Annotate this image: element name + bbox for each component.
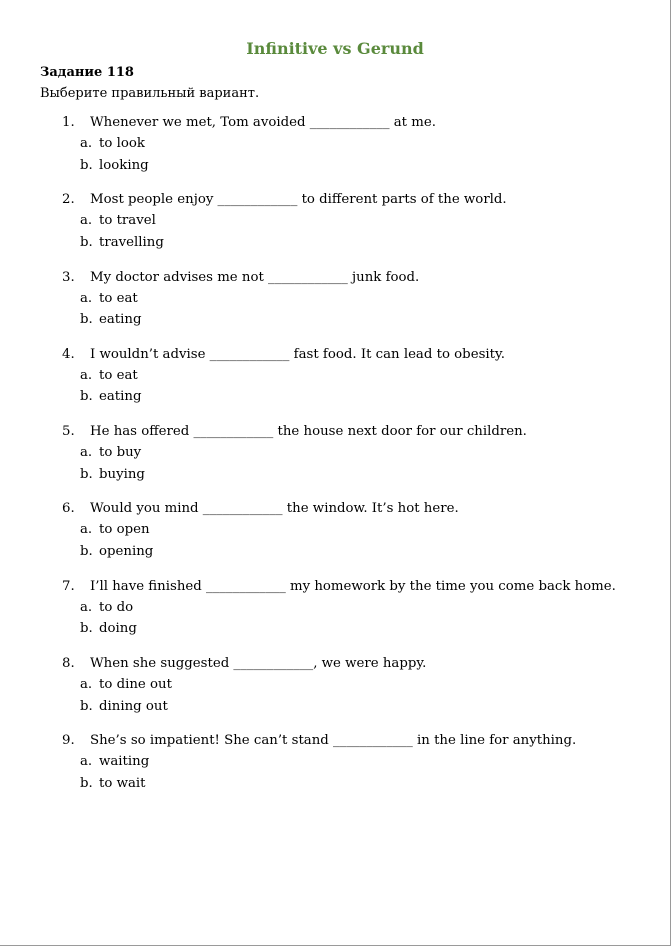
question-number: 2. bbox=[62, 192, 75, 208]
option-text: looking bbox=[99, 157, 149, 173]
option-text: to do bbox=[99, 599, 134, 615]
option-text: eating bbox=[99, 389, 142, 405]
option-a[interactable] bbox=[80, 289, 138, 309]
question-2 bbox=[0, 190, 670, 267]
option-b[interactable] bbox=[80, 774, 145, 794]
option-letter: b. bbox=[80, 621, 93, 637]
option-letter: b. bbox=[80, 775, 93, 791]
option-b[interactable] bbox=[80, 465, 145, 485]
option-text: travelling bbox=[99, 234, 164, 250]
question-text: I’ll have finished ____________ my homework by the time you come back home. bbox=[90, 578, 616, 594]
option-b[interactable] bbox=[80, 697, 168, 717]
option-letter: b. bbox=[80, 234, 93, 250]
option-letter: a. bbox=[80, 599, 93, 615]
option-a[interactable] bbox=[80, 675, 172, 695]
option-text: to look bbox=[99, 136, 145, 151]
instruction-text: Выберите правильный вариант. bbox=[40, 86, 260, 101]
option-letter: b. bbox=[80, 466, 93, 482]
option-text: doing bbox=[99, 621, 137, 637]
option-text: to eat bbox=[99, 367, 138, 383]
question-text: My doctor advises me not ____________ junk food. bbox=[90, 269, 420, 285]
option-b[interactable] bbox=[80, 156, 149, 176]
option-text: to eat bbox=[99, 290, 138, 306]
question-text-line bbox=[62, 345, 505, 365]
option-letter: a. bbox=[80, 290, 93, 306]
option-letter: a. bbox=[80, 677, 93, 693]
option-text: dining out bbox=[99, 698, 168, 714]
question-number: 3. bbox=[62, 269, 75, 285]
option-letter: b. bbox=[80, 543, 93, 559]
question-text: I wouldn’t advise ____________ fast food. It can lead to obesity. bbox=[90, 346, 505, 362]
question-text-line bbox=[62, 422, 527, 442]
question-number: 8. bbox=[62, 656, 75, 672]
question-number: 9. bbox=[62, 733, 75, 749]
question-number: 1. bbox=[62, 115, 75, 130]
question-4 bbox=[0, 345, 670, 422]
option-letter: a. bbox=[80, 213, 93, 229]
question-text-line bbox=[62, 654, 426, 674]
page-title: Infinitive vs Gerund bbox=[246, 39, 424, 58]
question-7 bbox=[0, 577, 670, 654]
question-text-line bbox=[62, 577, 616, 597]
option-b[interactable] bbox=[80, 233, 164, 253]
option-letter: a. bbox=[80, 136, 93, 151]
option-b[interactable] bbox=[80, 310, 141, 330]
option-letter: b. bbox=[80, 312, 93, 328]
option-text: to dine out bbox=[99, 677, 172, 693]
option-text: buying bbox=[99, 466, 145, 482]
question-text: Most people enjoy ____________ to different parts of the world. bbox=[90, 192, 507, 208]
option-a[interactable] bbox=[80, 366, 138, 386]
option-letter: b. bbox=[80, 157, 93, 173]
question-text-line bbox=[62, 731, 576, 751]
question-6 bbox=[0, 499, 670, 576]
option-letter: a. bbox=[80, 367, 93, 383]
option-b[interactable] bbox=[80, 542, 153, 562]
option-letter: b. bbox=[80, 389, 93, 405]
question-text-line bbox=[62, 268, 419, 288]
option-b[interactable] bbox=[80, 619, 137, 639]
option-text: to travel bbox=[99, 213, 156, 229]
option-text: to wait bbox=[99, 775, 146, 791]
option-text: waiting bbox=[99, 754, 150, 770]
option-a[interactable] bbox=[80, 598, 133, 618]
option-letter: a. bbox=[80, 522, 93, 538]
option-a[interactable] bbox=[80, 211, 156, 231]
question-5 bbox=[0, 422, 670, 499]
question-list bbox=[0, 113, 670, 809]
option-text: to buy bbox=[99, 445, 142, 461]
option-text: eating bbox=[99, 312, 142, 328]
question-text: Would you mind ____________ the window. It’s hot here. bbox=[90, 501, 459, 517]
option-letter: a. bbox=[80, 754, 93, 770]
question-text: Whenever we met, Tom avoided ____________ at me. bbox=[90, 115, 436, 130]
question-text-line bbox=[62, 499, 459, 519]
option-letter: a. bbox=[80, 445, 93, 461]
option-text: opening bbox=[99, 543, 154, 559]
option-a[interactable] bbox=[80, 752, 149, 772]
option-b[interactable] bbox=[80, 387, 141, 407]
option-a[interactable] bbox=[80, 520, 150, 540]
question-number: 5. bbox=[62, 424, 75, 440]
option-letter: b. bbox=[80, 698, 93, 714]
question-text: When she suggested ____________, we were happy. bbox=[90, 656, 427, 672]
option-a[interactable] bbox=[80, 443, 141, 463]
question-8 bbox=[0, 654, 670, 731]
question-text-line bbox=[62, 190, 507, 210]
option-a[interactable] bbox=[80, 134, 145, 154]
question-number: 4. bbox=[62, 346, 75, 362]
question-text: He has offered ____________ the house next door for our children. bbox=[90, 424, 527, 440]
question-number: 7. bbox=[62, 578, 75, 594]
question-number: 6. bbox=[62, 501, 75, 517]
question-1 bbox=[0, 113, 670, 190]
question-9 bbox=[0, 731, 670, 808]
question-text: She’s so impatient! She can’t stand ____________ in the line for anything. bbox=[90, 733, 577, 749]
question-3 bbox=[0, 268, 670, 345]
question-text-line bbox=[62, 113, 436, 133]
option-text: to open bbox=[99, 522, 150, 538]
task-label: Задание 118 bbox=[40, 65, 134, 80]
